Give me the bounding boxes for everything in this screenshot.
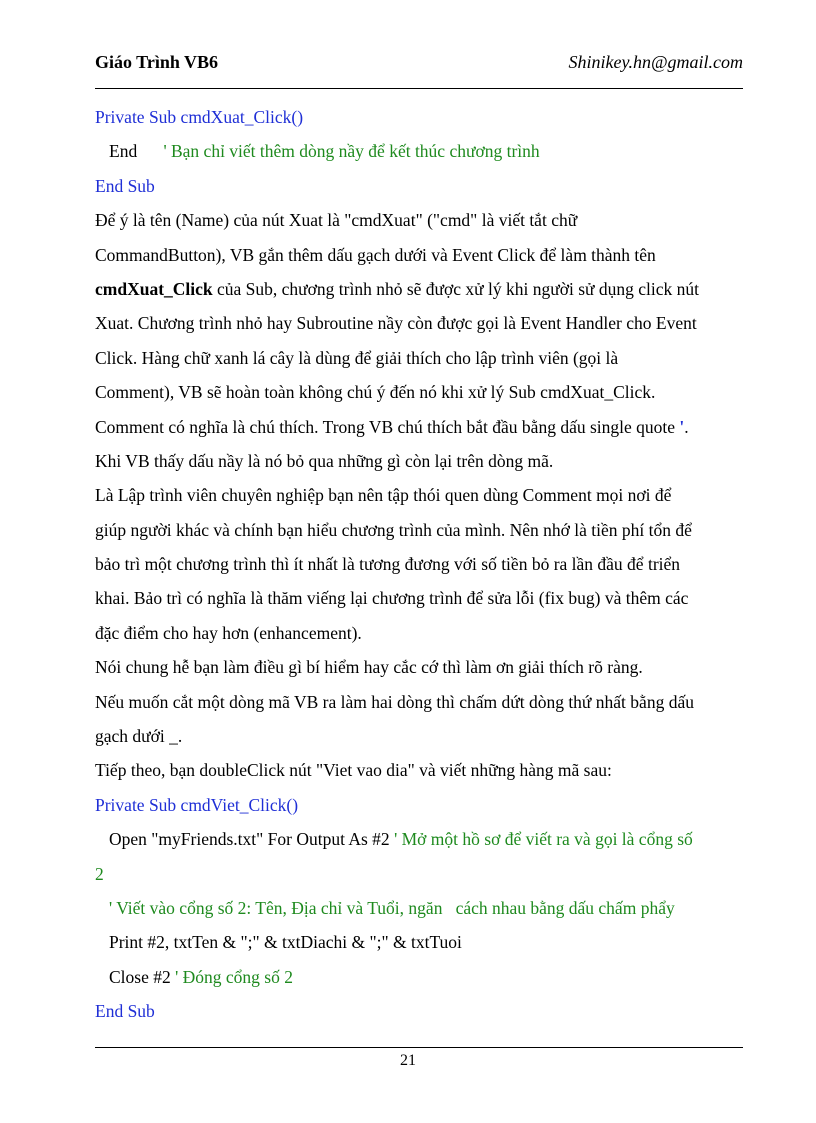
paragraph-line: Click. Hàng chữ xanh lá cây là dùng để giải thích cho lập trình viên (gọi là: [95, 347, 619, 368]
code-line: [95, 822, 743, 856]
code-comment: ' Bạn chỉ viết thêm dòng nầy để kết thúc chương trình: [163, 141, 540, 162]
paragraph-line: đặc điểm cho hay hơn (enhancement).: [95, 622, 362, 643]
paragraph-line: khai. Bảo trì có nghĩa là thăm viếng lại chương trình để sửa lỗi (fix bug) và thêm các: [95, 588, 689, 609]
paragraph-line: Nếu muốn cắt một dòng mã VB ra làm hai dòng thì chấm dứt dòng thứ nhất bằng dấu: [95, 691, 694, 712]
paragraph-text: Comment có nghĩa là chú thích. Trong VB chú thích bắt đầu bằng dấu single quote: [95, 416, 680, 437]
paragraph-text: .: [684, 416, 689, 437]
paragraph-line: Tiếp theo, bạn doubleClick nút "Viet vao dia" và viết những hàng mã sau:: [95, 760, 612, 781]
code-line: End Sub: [95, 1001, 155, 1022]
code-statement: Close #2: [109, 966, 176, 987]
code-comment-continuation: 2: [95, 863, 104, 884]
page-number: 21: [400, 1052, 416, 1069]
paragraph-line: Nói chung hễ bạn làm điều gì bí hiểm hay cắc cớ thì làm ơn giải thích rõ ràng.: [95, 657, 643, 678]
paragraph-line: [95, 272, 743, 306]
code-comment: ' Viết vào cổng số 2: Tên, Địa chỉ và Tuổi, ngăn cách nhau bằng dấu chấm phẩy: [109, 897, 675, 918]
paragraph-line: Comment), VB sẽ hoàn toàn không chú ý đến nó khi xử lý Sub cmdXuat_Click.: [95, 382, 656, 403]
paragraph-line: Khi VB thấy dấu nầy là nó bỏ qua những gì còn lại trên dòng mã.: [95, 450, 554, 471]
code-statement: End: [109, 141, 138, 162]
paragraph-line: [95, 410, 743, 444]
author-email: Shinikey.hn@gmail.com: [568, 52, 743, 72]
paragraph-line: Xuat. Chương trình nhỏ hay Subroutine nầy còn được gọi là Event Handler cho Event: [95, 313, 697, 334]
paragraph-line: giúp người khác và chính bạn hiểu chương trình của mình. Nên nhớ là tiền phí tổn để: [95, 519, 692, 540]
code-line: Print #2, txtTen & ";" & txtDiachi & ";" & txtTuoi: [109, 932, 462, 953]
code-line: Private Sub cmdViet_Click(): [95, 794, 299, 815]
code-line: Private Sub cmdXuat_Click(): [95, 107, 304, 127]
paragraph-line: bảo trì một chương trình thì ít nhất là tương đương với số tiền bỏ ra lần đầu để triển: [95, 554, 681, 575]
page-header: [95, 50, 743, 80]
page-body: [95, 100, 743, 1029]
document-title: Giáo Trình VB6: [95, 52, 219, 72]
paragraph-line: Là Lập trình viên chuyên nghiệp bạn nên tập thói quen dùng Comment mọi nơi để: [95, 485, 672, 506]
code-comment: ' Đóng cổng số 2: [175, 966, 293, 987]
code-comment: ' Mở một hồ sơ để viết ra và gọi là cổng số: [394, 829, 693, 850]
paragraph-text: của Sub, chương trình nhỏ sẽ được xử lý khi người sử dụng click nút: [212, 278, 700, 299]
code-line: [95, 134, 743, 168]
footer-rule: [95, 1047, 743, 1048]
paragraph-line: CommandButton), VB gắn thêm dấu gạch dưới và Event Click để làm thành tên: [95, 244, 656, 265]
code-line: End Sub: [95, 175, 155, 196]
paragraph-line: gạch dưới _.: [95, 726, 183, 747]
paragraph-line: Để ý là tên (Name) của nút Xuat là "cmdXuat" ("cmd" là viết tắt chữ: [95, 210, 578, 231]
quote-symbol: ': [679, 416, 685, 437]
code-statement: Open "myFriends.txt" For Output As #2: [109, 829, 395, 850]
header-rule: [95, 88, 743, 89]
inline-code-name: cmdXuat_Click: [95, 278, 213, 299]
code-line: [95, 960, 743, 994]
